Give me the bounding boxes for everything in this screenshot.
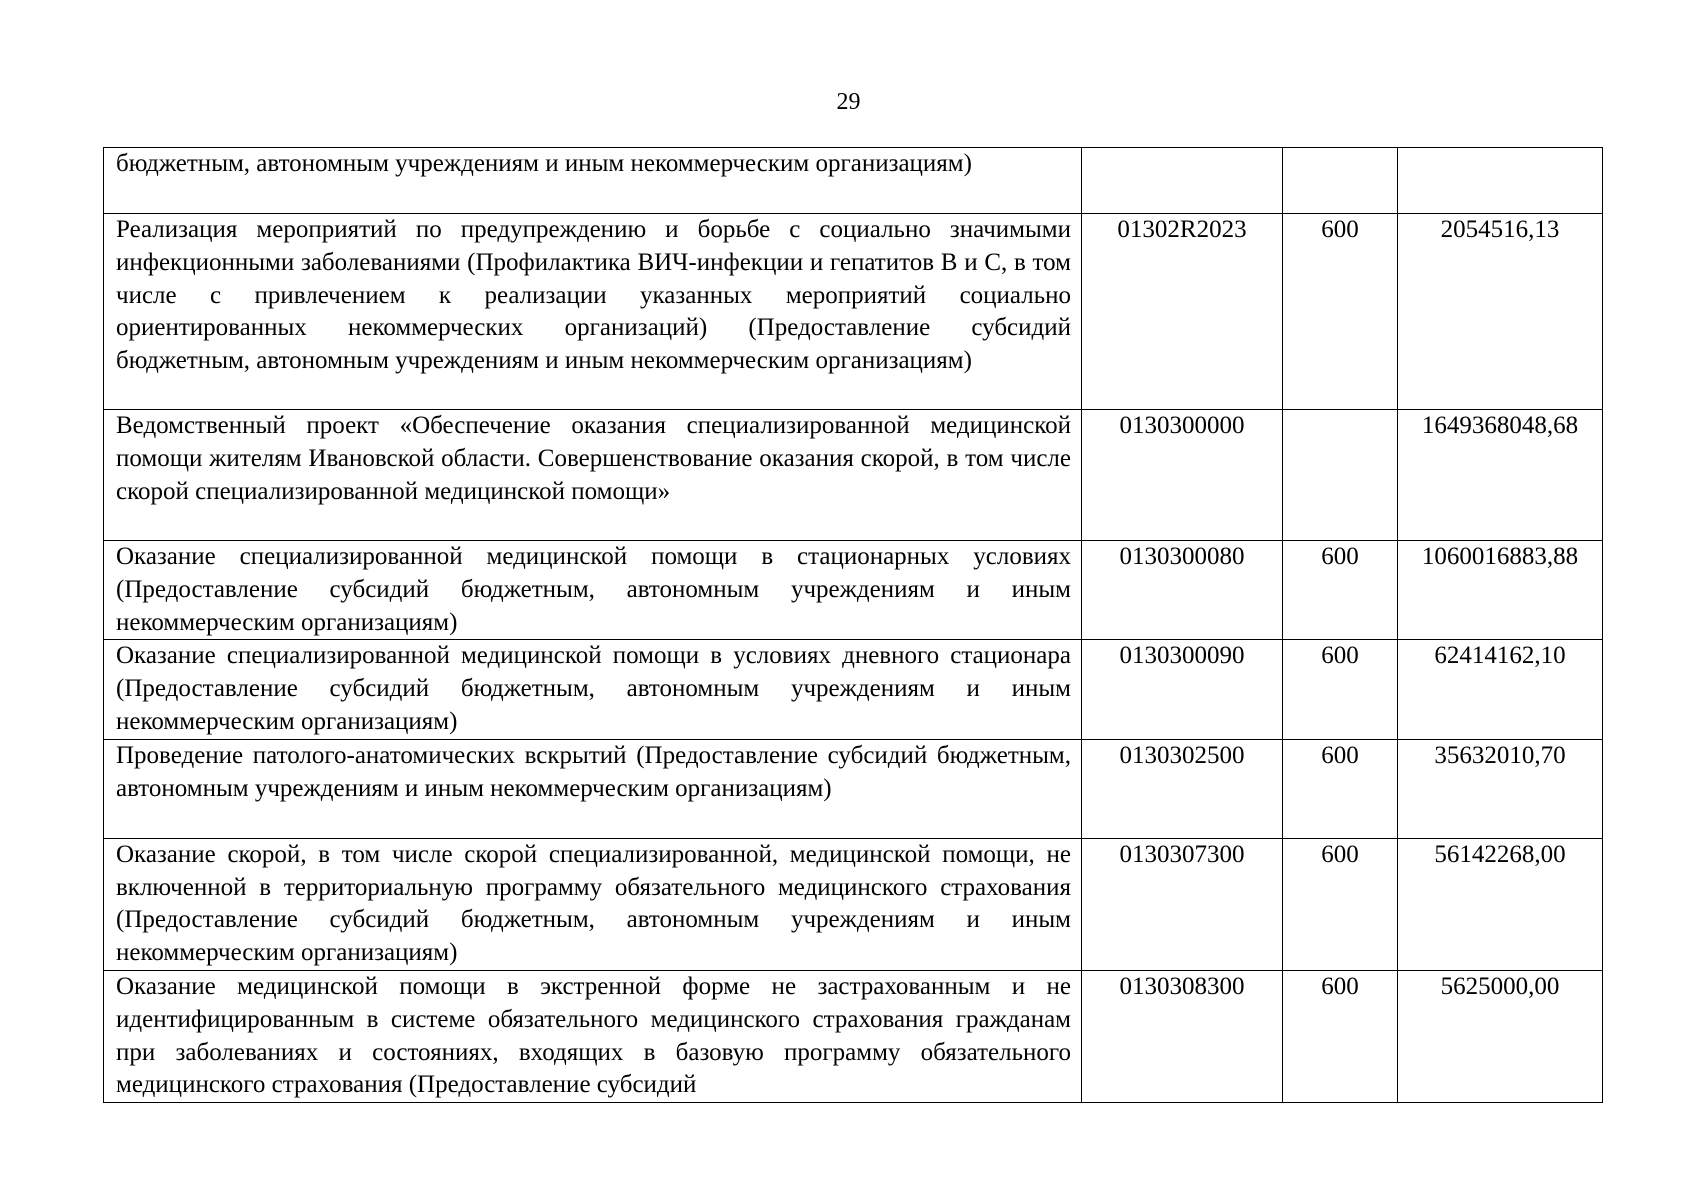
row-code-cell	[1082, 541, 1283, 640]
page-number: 29	[836, 89, 861, 115]
table-row	[104, 970, 1603, 1102]
row-amount-cell	[1398, 410, 1603, 541]
row-code: 0130302500	[1119, 741, 1245, 769]
row-amount: 5625000,00	[1440, 972, 1560, 1000]
row-amount-cell	[1398, 838, 1603, 970]
row-description: Оказание скорой, в том числе скорой специализированной, медицинской помощи, не включенной в территориальную программу обязательного медицинского страхования (Предоставление субсидий бюджетным, автономным учреждениям и иным некоммерческим организациям)	[116, 840, 1071, 967]
row-code-cell	[1082, 410, 1283, 541]
row-code-cell	[1082, 838, 1283, 970]
row-description: Оказание медицинской помощи в экстренной форме не застрахованным и не идентифицированным в системе обязательного медицинского страхования гражданам при заболеваниях и состояниях, входящих в базовую программу обязательного медицинского страхования (Предоставление субсидий	[116, 972, 1071, 1099]
row-code: 0130300090	[1119, 642, 1245, 670]
table-row	[104, 838, 1603, 970]
row-amount-cell	[1398, 640, 1603, 739]
row-kvr: 600	[1321, 840, 1359, 868]
budget-table-body	[104, 148, 1603, 1103]
row-description-cell	[104, 970, 1082, 1102]
row-amount: 62414162,10	[1434, 642, 1566, 670]
row-kvr-cell	[1283, 410, 1398, 541]
row-amount-cell	[1398, 148, 1603, 214]
row-kvr: 600	[1321, 543, 1359, 570]
row-amount: 2054516,13	[1440, 216, 1560, 243]
row-amount-cell	[1398, 970, 1603, 1102]
row-code: 0130300000	[1119, 412, 1245, 439]
row-kvr: 600	[1321, 741, 1359, 769]
row-kvr-cell	[1283, 838, 1398, 970]
row-amount-cell	[1398, 541, 1603, 640]
row-kvr-cell	[1283, 541, 1398, 640]
row-code-cell	[1082, 970, 1283, 1102]
row-code: 0130307300	[1119, 840, 1245, 868]
table-row	[104, 739, 1603, 838]
row-amount: 1649368048,68	[1421, 412, 1579, 439]
row-kvr-cell	[1283, 739, 1398, 838]
row-description-cell	[104, 410, 1082, 541]
row-code: 01302R2023	[1117, 216, 1247, 243]
row-description: Проведение патолого-анатомических вскрытий (Предоставление субсидий бюджетным, автономным учреждениям и иным некоммерческим организациям)	[116, 741, 1071, 802]
budget-table	[103, 147, 1603, 1103]
row-kvr: 600	[1321, 216, 1359, 243]
row-amount: 56142268,00	[1434, 840, 1566, 868]
row-code-cell	[1082, 739, 1283, 838]
row-description: бюджетным, автономным учреждениям и иным некоммерческим организациям)	[116, 150, 972, 177]
row-kvr: 600	[1321, 972, 1359, 1000]
row-kvr-cell	[1283, 214, 1398, 410]
row-kvr-cell	[1283, 640, 1398, 739]
table-row	[104, 640, 1603, 739]
table-row	[104, 410, 1603, 541]
row-description-cell	[104, 640, 1082, 739]
table-row	[104, 148, 1603, 214]
row-amount-cell	[1398, 214, 1603, 410]
row-description: Ведомственный проект «Обеспечение оказания специализированной медицинской помощи жителям Ивановской области. Совершенствование оказания скорой, в том числе скорой специализированной медицинской помощи»	[116, 412, 1071, 505]
row-amount: 35632010,70	[1434, 741, 1566, 769]
row-amount-cell	[1398, 739, 1603, 838]
row-description-cell	[104, 838, 1082, 970]
row-description-cell	[104, 739, 1082, 838]
row-code-cell	[1082, 214, 1283, 410]
table-row	[104, 541, 1603, 640]
row-kvr-cell	[1283, 970, 1398, 1102]
row-kvr: 600	[1321, 642, 1359, 670]
row-description: Реализация мероприятий по предупреждению и борьбе с социально значимыми инфекционными заболеваниями (Профилактика ВИЧ-инфекции и гепатитов В и С, в том числе с привлечением к реализации указанных мероприятий социально ориентированных некоммерческих организаций) (Предоставление субсидий бюджетным, автономным учреждениям и иным некоммерческим организациям)	[116, 216, 1071, 375]
row-code-cell	[1082, 640, 1283, 739]
row-amount: 1060016883,88	[1421, 543, 1579, 570]
row-code: 0130300080	[1119, 543, 1245, 570]
row-code-cell	[1082, 148, 1283, 214]
row-code: 0130308300	[1119, 972, 1245, 1000]
row-description: Оказание специализированной медицинской помощи в условиях дневного стационара (Предоставление субсидий бюджетным, автономным учреждениям и иным некоммерческим организациям)	[116, 642, 1071, 735]
row-description-cell	[104, 148, 1082, 214]
row-description-cell	[104, 214, 1082, 410]
table-row	[104, 214, 1603, 410]
row-kvr-cell	[1283, 148, 1398, 214]
row-description: Оказание специализированной медицинской помощи в стационарных условиях (Предоставление субсидий бюджетным, автономным учреждениям и иным некоммерческим организациям)	[116, 543, 1071, 636]
row-description-cell	[104, 541, 1082, 640]
